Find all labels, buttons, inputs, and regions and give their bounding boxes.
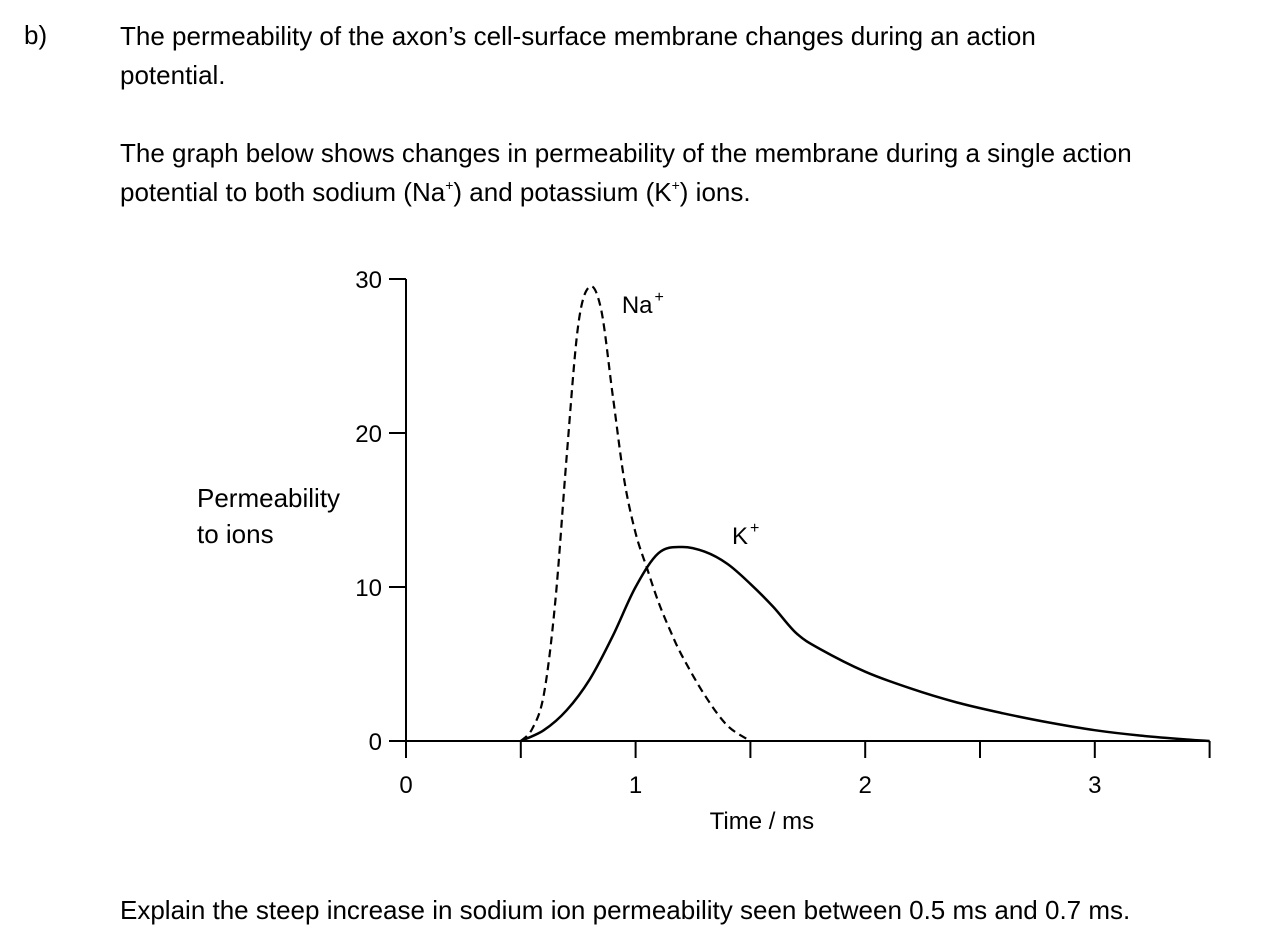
series-label-k [732,520,759,550]
x-tick-label: 3 [1088,772,1102,799]
sodium-superscript: + [445,177,454,193]
y-tick-label: 0 [368,729,382,756]
y-tick-label: 30 [355,267,382,294]
graph-desc-c: ) and potassium (K [453,177,672,207]
series-label-text: Na [621,291,653,319]
x-axis-label: Time / ms [709,808,815,835]
series-label-text: K [732,522,749,550]
series-line-k [521,547,1210,741]
graph-desc-b: potential to both sodium (Na [120,177,446,207]
potassium-superscript: + [671,177,680,193]
x-tick-label: 0 [399,772,413,799]
y-tick-label: 10 [355,575,382,602]
graph-desc-d: ) ions. [679,177,751,207]
y-axis-label-line-1: Permeability [197,483,341,513]
y-tick-label: 20 [355,421,382,448]
question-label: b) [24,20,48,50]
series-label-superscript: + [750,519,760,537]
x-tick-label: 1 [628,772,643,799]
series-label-superscript: + [654,288,664,306]
question-prompt: Explain the steep increase in sodium ion permeability seen between 0.5 ms and 0.7 ms. [120,895,1131,925]
series-label-na [622,289,664,319]
y-axis-label-line-2: to ions [197,519,274,549]
x-tick-label: 2 [858,772,872,799]
series-line-na [521,286,751,741]
intro-line-2: potential. [120,60,226,90]
intro-line-1: The permeability of the axon’s cell-surface membrane changes during an action [120,21,1036,51]
graph-desc-a: The graph below shows changes in permeability of the membrane during a single action [120,138,1132,168]
